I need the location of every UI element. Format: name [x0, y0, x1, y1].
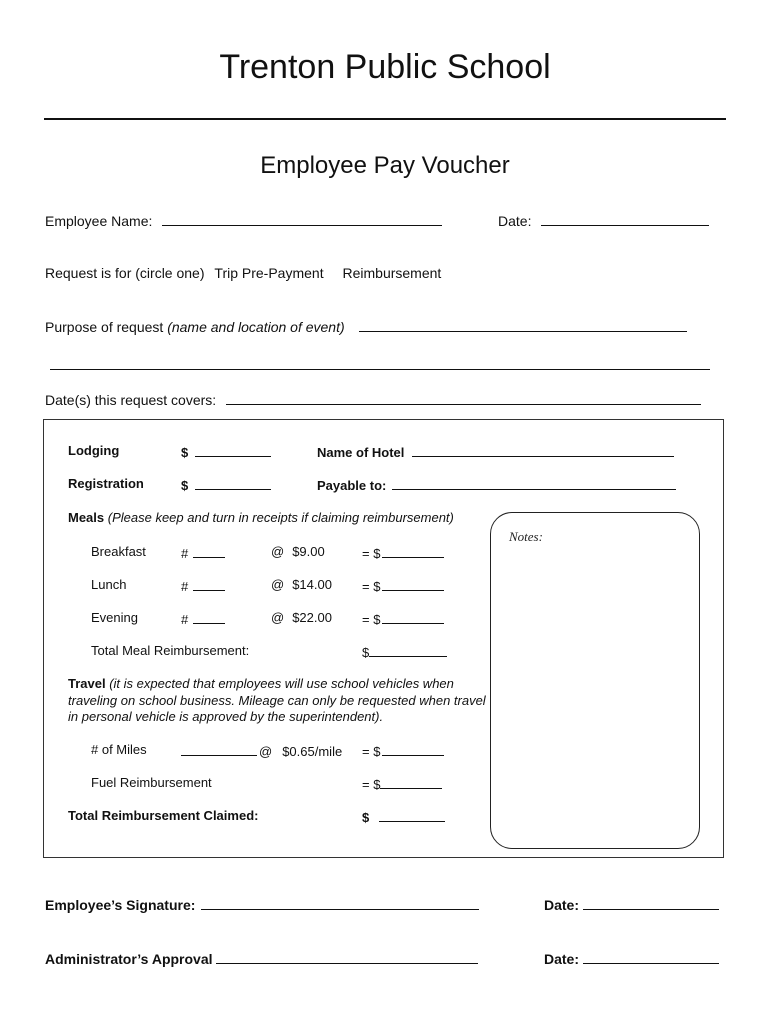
meals-hint: (Please keep and turn in receipts if claiming reimbursement): [107, 510, 454, 525]
meal-rate: $22.00: [292, 610, 332, 625]
miles-total-field[interactable]: [382, 742, 444, 756]
lodging-label: Lodging: [68, 443, 120, 458]
admin-approval-label: Administrator’s Approval: [45, 951, 213, 967]
meals-header: [68, 510, 454, 525]
meal-name: Lunch: [91, 577, 127, 592]
meal-name: Breakfast: [91, 544, 146, 559]
lunch-total-field[interactable]: [382, 577, 444, 591]
lunch-count-field[interactable]: [193, 577, 225, 591]
date-row: [498, 212, 709, 229]
payable-label: Payable to:: [317, 478, 387, 493]
purpose-row: [45, 318, 687, 335]
fuel-total-row: [362, 775, 442, 792]
total-claimed-field[interactable]: [379, 808, 445, 822]
meal-at: @: [271, 544, 285, 559]
meal-eq: = $: [362, 546, 381, 561]
employee-name-field[interactable]: [162, 212, 442, 226]
miles-at: @: [259, 744, 273, 759]
fuel-eq: = $: [362, 777, 381, 792]
employee-name-row: [45, 212, 442, 229]
employee-name-label: Employee Name:: [45, 213, 153, 229]
payable-row: [317, 476, 676, 493]
employee-date-row: [544, 896, 719, 913]
school-title: Trenton Public School: [219, 48, 551, 86]
admin-date-row: [544, 950, 719, 967]
payable-field[interactable]: [392, 476, 676, 490]
employee-signature-field[interactable]: [201, 896, 479, 910]
miles-field[interactable]: [181, 742, 257, 756]
employee-date-field[interactable]: [583, 896, 719, 910]
meal-total-row: [362, 577, 444, 594]
date-field[interactable]: [541, 212, 709, 226]
fuel-label: Fuel Reimbursement: [91, 775, 212, 790]
total-meal-row: [362, 643, 447, 660]
total-meal-dollar: $: [362, 645, 370, 660]
travel-label: Travel: [68, 676, 106, 691]
purpose-field-line-2[interactable]: [50, 356, 710, 370]
request-for-label: Request is for (circle one): [45, 265, 205, 281]
miles-label: # of Miles: [91, 742, 147, 757]
total-meal-label: Total Meal Reimbursement:: [91, 643, 250, 658]
hotel-row: [317, 443, 674, 460]
meal-hash: #: [181, 612, 189, 627]
hotel-field[interactable]: [412, 443, 674, 457]
meals-label: Meals: [68, 510, 105, 525]
date-label: Date:: [498, 213, 532, 229]
purpose-label: Purpose of request: [45, 319, 164, 335]
meal-rate-row: [271, 610, 332, 625]
lodging-dollar: $: [181, 445, 189, 460]
option-trip-prepayment[interactable]: Trip Pre-Payment: [214, 265, 324, 281]
miles-total-row: [362, 742, 444, 759]
registration-amount-row: [181, 476, 271, 493]
form-title: Employee Pay Voucher: [260, 152, 510, 179]
evening-total-field[interactable]: [382, 610, 444, 624]
notes-box[interactable]: [490, 512, 700, 849]
meal-total-row: [362, 544, 444, 561]
breakfast-count-field[interactable]: [193, 544, 225, 558]
total-claimed-row: [362, 808, 445, 825]
travel-note: [68, 676, 488, 726]
meal-at: @: [271, 577, 285, 592]
meal-count-row: [181, 577, 225, 594]
lodging-amount-field[interactable]: [195, 443, 271, 457]
dates-covers-row: [45, 391, 701, 408]
total-claimed-dollar: $: [362, 810, 370, 825]
meal-count-row: [181, 544, 225, 561]
purpose-field[interactable]: [359, 318, 687, 332]
registration-label: Registration: [68, 476, 144, 491]
admin-approval-row: [45, 950, 478, 967]
registration-dollar: $: [181, 478, 189, 493]
evening-count-field[interactable]: [193, 610, 225, 624]
breakfast-total-field[interactable]: [382, 544, 444, 558]
dates-covers-field[interactable]: [226, 391, 701, 405]
meal-name: Evening: [91, 610, 138, 625]
meal-eq: = $: [362, 612, 381, 627]
registration-amount-field[interactable]: [195, 476, 271, 490]
lodging-amount-row: [181, 443, 271, 460]
header-divider: [44, 118, 726, 120]
total-claimed-label: Total Reimbursement Claimed:: [68, 808, 259, 823]
total-meal-field[interactable]: [369, 643, 447, 657]
employee-signature-row: [45, 896, 479, 913]
miles-rate: $0.65/mile: [282, 744, 343, 759]
meal-hash: #: [181, 579, 189, 594]
meal-rate: $9.00: [292, 544, 325, 559]
option-reimbursement[interactable]: Reimbursement: [342, 265, 442, 281]
miles-row: [181, 742, 342, 759]
meal-rate: $14.00: [292, 577, 332, 592]
travel-hint: (it is expected that employees will use school vehicles when traveling on school business. Mileage can only be requested when travel in personal vehicle is approved by the superintendent).: [68, 676, 486, 724]
admin-date-label: Date:: [544, 951, 580, 967]
meal-at: @: [271, 610, 285, 625]
employee-signature-label: Employee’s Signature:: [45, 897, 196, 913]
admin-date-field[interactable]: [583, 950, 719, 964]
meal-rate-row: [271, 544, 325, 559]
admin-approval-field[interactable]: [216, 950, 478, 964]
dates-covers-label: Date(s) this request covers:: [45, 392, 217, 408]
fuel-total-field[interactable]: [380, 775, 442, 789]
employee-date-label: Date:: [544, 897, 580, 913]
notes-label: Notes:: [509, 529, 543, 544]
meal-hash: #: [181, 546, 189, 561]
meal-count-row: [181, 610, 225, 627]
hotel-label: Name of Hotel: [317, 445, 405, 460]
miles-eq: = $: [362, 744, 381, 759]
meal-total-row: [362, 610, 444, 627]
meal-eq: = $: [362, 579, 381, 594]
meal-rate-row: [271, 577, 332, 592]
request-type-row: [45, 265, 441, 281]
purpose-hint: (name and location of event): [167, 319, 345, 335]
